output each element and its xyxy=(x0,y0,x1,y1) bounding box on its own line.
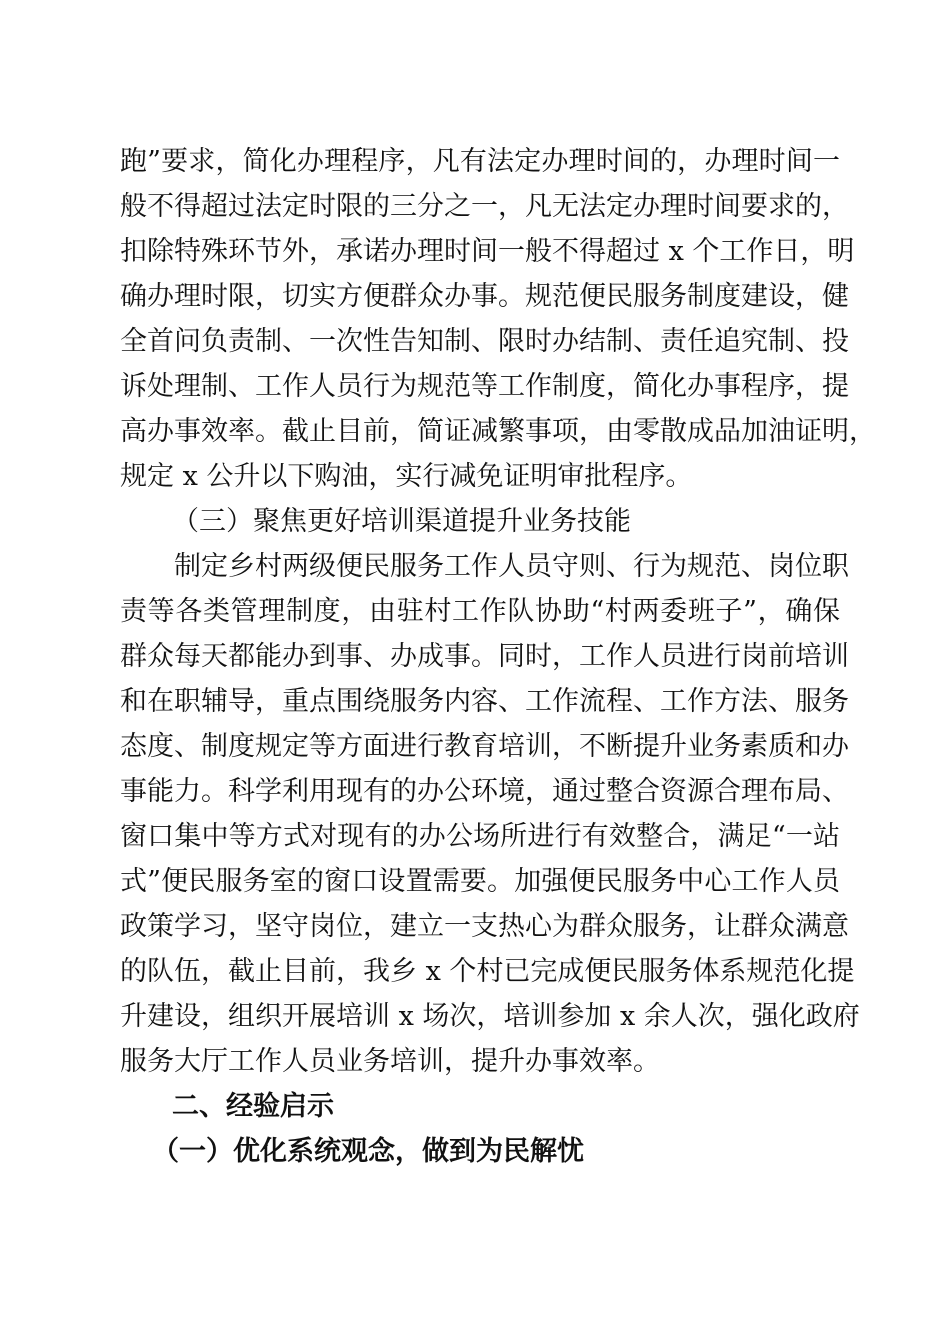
paragraph-line: 制定乡村两级便民服务工作人员守则、行为规范、岗位职 xyxy=(174,551,849,582)
section-title-experience: 二、经验启示 xyxy=(172,1091,334,1122)
paragraph-line: 扣除特殊环节外，承诺办理时间一般不得超过 x 个工作日，明 xyxy=(120,236,855,267)
paragraph-line: 式”便民服务室的窗口设置需要。加强便民服务中心工作人员 xyxy=(120,866,840,897)
paragraph-line: 般不得超过法定时限的三分之一，凡无法定办理时间要求的， xyxy=(120,191,849,222)
paragraph-line: 和在职辅导，重点围绕服务内容、工作流程、工作方法、服务 xyxy=(120,686,849,717)
paragraph-line: 事能力。科学利用现有的办公环境，通过整合资源合理布局、 xyxy=(120,776,849,807)
section-heading-3: （三）聚焦更好培训渠道提升业务技能 xyxy=(172,506,631,537)
paragraph-line: 的队伍，截止目前，我乡 x 个村已完成便民服务体系规范化提 xyxy=(120,956,855,987)
paragraph-line: 服务大厅工作人员业务培训，提升办事效率。 xyxy=(120,1046,660,1077)
paragraph-line: 窗口集中等方式对现有的办公场所进行有效整合，满足“一站 xyxy=(120,821,840,852)
paragraph-line: 群众每天都能办到事、办成事。同时，工作人员进行岗前培训 xyxy=(120,641,849,672)
paragraph-line: 确办理时限，切实方便群众办事。规范便民服务制度建设，健 xyxy=(120,281,849,312)
paragraph-line: 政策学习，坚守岗位，建立一支热心为群众服务，让群众满意 xyxy=(120,911,849,942)
paragraph-line: 态度、制度规定等方面进行教育培训，不断提升业务素质和办 xyxy=(120,731,849,762)
paragraph-line: 规定 x 公升以下购油，实行减免证明审批程序。 xyxy=(120,461,693,492)
paragraph-line: 升建设，组织开展培训 x 场次，培训参加 x 余人次，强化政府 xyxy=(120,1001,860,1032)
paragraph-line: 诉处理制、工作人员行为规范等工作制度，简化办事程序，提 xyxy=(120,371,849,402)
paragraph-line: 高办事效率。截止目前，简证减繁事项，由零散成品加油证明， xyxy=(120,416,876,447)
subsection-title-1: （一）优化系统观念，做到为民解忧 xyxy=(152,1136,584,1167)
paragraph-line: 跑”要求，简化办理程序，凡有法定办理时间的，办理时间一 xyxy=(120,146,840,177)
paragraph-line: 责等各类管理制度，由驻村工作队协助“村两委班子”，确保 xyxy=(120,596,840,627)
paragraph-line: 全首问负责制、一次性告知制、限时办结制、责任追究制、投 xyxy=(120,326,849,357)
